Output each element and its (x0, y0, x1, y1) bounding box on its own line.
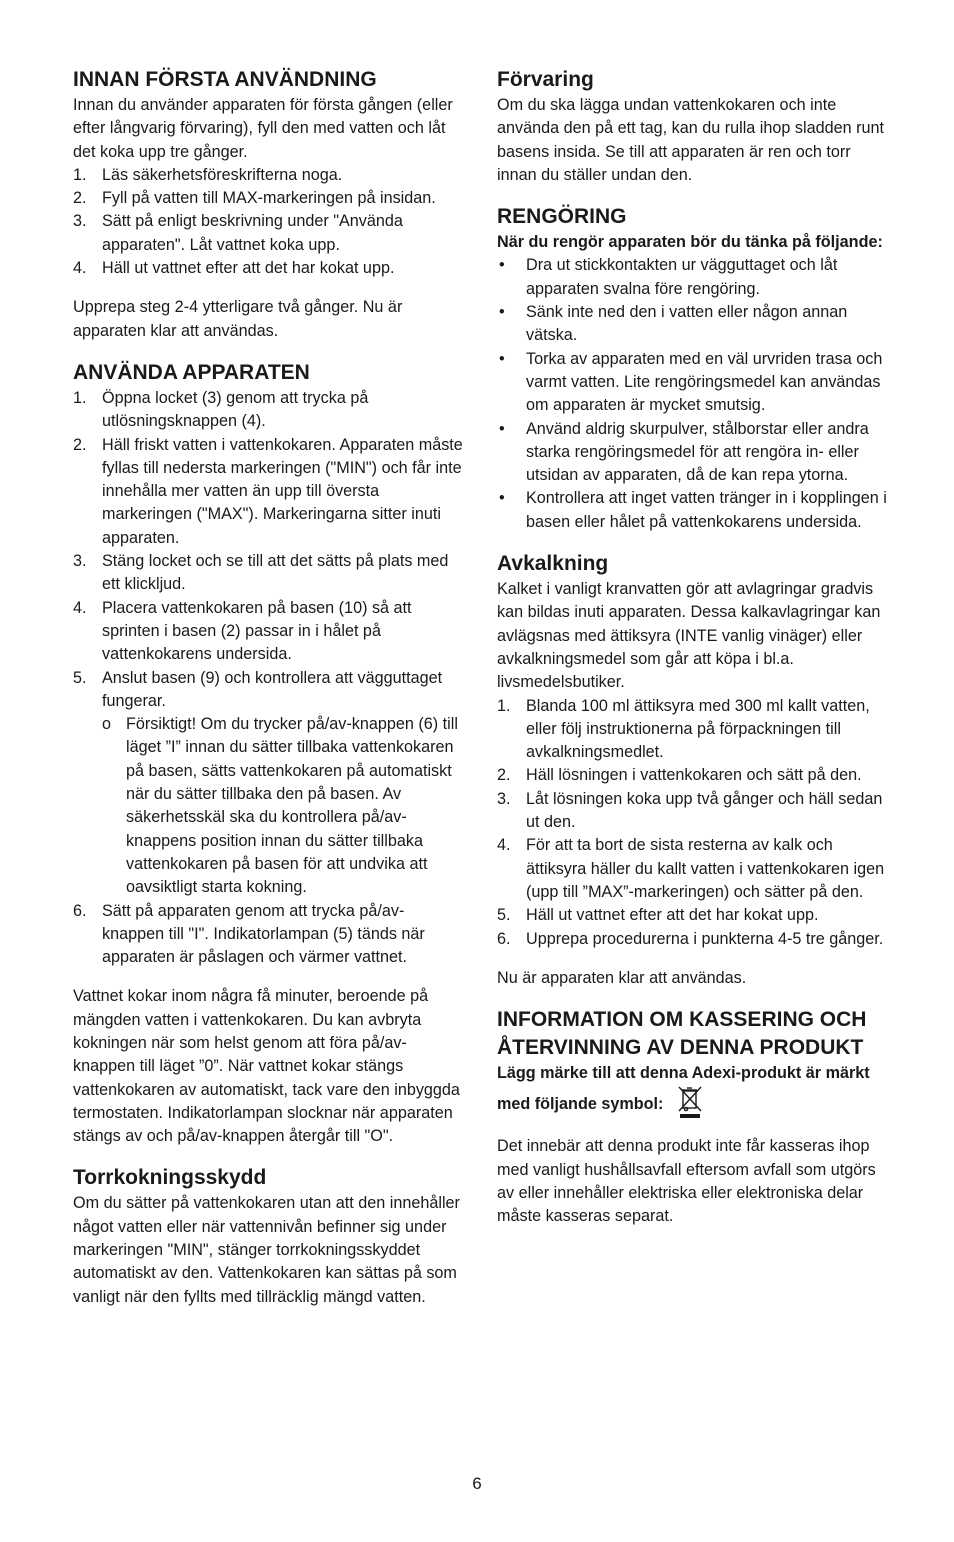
section-using (73, 359, 465, 1149)
lead-paragraph: När du rengör apparaten bör du tänka på följande: (497, 233, 883, 252)
list-item: 4. Placera vattenkokaren på basen (10) så att sprinten i basen (2) passar in i hålet på vattenkokarens undersida. (73, 598, 412, 664)
numbered-list (73, 164, 465, 280)
section-title: Förvaring (497, 68, 594, 91)
section-descaling (497, 550, 889, 990)
page-number: 6 (472, 1474, 482, 1493)
list-item: 1. Läs säkerhetsföreskrifterna noga. (73, 165, 343, 184)
list-item: • Använd aldrig skurpulver, stålborstar eller andra starka rengöringsmedel för att rengöra in- eller utsidan av apparaten, då de kan repa ytorna. (499, 419, 869, 485)
section-storage (497, 66, 889, 187)
section-dry-boil (73, 1164, 465, 1308)
list-item: 4. För att ta bort de sista resterna av kalk och ättiksyra häller du kallt vatten i vattenkokaren igen (upp till ”MAX”-markeringen) och sätter på den. (497, 836, 885, 901)
section-title: Torrkokningsskydd (73, 1166, 267, 1190)
numbered-list (497, 695, 889, 951)
section-cleaning (497, 203, 889, 534)
left-column (73, 66, 465, 1309)
paragraph: Innan du använder apparaten för första gången (eller efter långvarig förvaring), fyll den med vatten och låt det koka upp tre gånger. (73, 96, 453, 161)
list-item: 1. Blanda 100 ml ättiksyra med 300 ml kallt vatten, eller följ instruktionerna på förpackningen till avkalkningsmedlet. (497, 696, 870, 762)
paragraph: Upprepa steg 2-4 ytterligare två gånger. Nu är apparaten klar att användas. (73, 298, 403, 340)
list-item: 3. Sätt på enligt beskrivning under "Använda apparaten". Låt vattnet koka upp. (73, 212, 403, 254)
list-item: • Sänk inte ned den i vatten eller någon annan vätska. (499, 303, 848, 345)
paragraph: Om du sätter på vattenkokaren utan att den innehåller något vatten eller när vattennivån befinner sig under markeringen "MIN", stänger torrkokningsskyddet automatiskt av den. Vattenkokaren kan sättas på som vanligt när den fyllts med tillräcklig mängd vatten. (73, 1194, 460, 1306)
paragraph: Vattnet kokar inom några få minuter, beroende på mängden vatten i vattenkokaren. Du kan avbryta kokningen när som helst genom att föra på/av-knappen till läget ”0”. När vattnet kokar stängs vattenkokaren av automatiskt, tack vare den inbyggda termostaten. Indikatorlampan slocknar när apparaten stängs av och på/av-knappen återgår till "O". (73, 987, 460, 1146)
list-item: 2. Fyll på vatten till MAX-markeringen på insidan. (73, 189, 436, 208)
section-title: INNAN FÖRSTA ANVÄNDNING (73, 68, 377, 91)
list-item: • Torka av apparaten med en väl urvriden trasa och varmt vatten. Lite rengöringsmedel kan användas om apparaten är mycket smutsig. (499, 349, 883, 415)
list-item: • Dra ut stickkontakten ur vägguttaget och låt apparaten svalna före rengöring. (499, 256, 838, 298)
list-item: 5. Häll ut vattnet efter att det har kokat upp. (497, 906, 819, 925)
section-title: ANVÄNDA APPARATEN (73, 360, 310, 384)
lead-paragraph: Lägg märke till att denna Adexi-produkt är märkt med följande symbol: (497, 1062, 889, 1119)
section-disposal (497, 1006, 889, 1228)
bullet-list (497, 254, 889, 534)
list-item: 3. Låt lösningen koka upp två gånger och häll sedan ut den. (497, 789, 883, 832)
list-item: 4. Häll ut vattnet efter att det har kokat upp. (73, 259, 395, 278)
list-item: 3. Stäng locket och se till att det sätts på plats med ett klickljud. (73, 552, 449, 594)
numbered-list (73, 387, 465, 969)
section-title: RENGÖRING (497, 205, 627, 229)
section-title: INFORMATION OM KASSERING OCH ÅTERVINNING AV DENNA PRODUKT (497, 1008, 867, 1060)
paragraph: Det innebär att denna produkt inte får kasseras ihop med vanligt hushållsavfall eftersom avfall som utgörs av eller innehåller elektriska eller elektroniska delar måste kasseras separat. (497, 1137, 876, 1226)
list-item: 2. Häll friskt vatten i vattenkokaren. Apparaten måste fyllas till nedersta markeringen ("MIN") och får inte innehålla mer vatten än upp till översta markeringen ("MAX"). Markeringarna sitter inuti apparaten. (73, 435, 463, 547)
paragraph: Om du ska lägga undan vattenkokaren och inte använda den på ett tag, kan du rulla ihop sladden runt basens insida. Se till att apparaten är ren och torr innan du ställer undan den. (497, 96, 884, 184)
crossed-out-wheelie-bin-icon (677, 1085, 703, 1119)
list-item: 2. Häll lösningen i vattenkokaren och sätt på den. (497, 766, 862, 785)
list-item: • Kontrollera att inget vatten tränger in i kopplingen i basen eller hålet på vattenkokarens undersida. (499, 489, 887, 531)
paragraph: Kalket i vanligt kranvatten gör att avlagringar gradvis kan bildas inuti apparaten. Dessa kalkavlagringar kan avlägsnas med ättiksyra (INTE vanlig vinäger) eller avkalkningsmedel som går att köpa i bl.a. livsmedelsbutiker. (497, 580, 881, 692)
right-column (497, 66, 889, 1229)
section-first-use (73, 66, 465, 343)
sub-list-item: o Försiktigt! Om du trycker på/av-knappen (6) till läget ”I” innan du sätter tillbaka vattenkokaren på basen, sätts vattenkokaren på automatiskt när du sätter tillbaka den på basen. Av säkerhetsskäl ska du kontrollera på/av-knappens position innan du sätter tillbaka vattenkokaren på basen för att undvika att oavsiktligt starta kokning. (102, 715, 458, 897)
list-item: 6. Upprepa procedurerna i punkterna 4-5 tre gånger. (497, 929, 884, 948)
paragraph: Nu är apparaten klar att användas. (497, 968, 747, 987)
list-item: 5. Anslut basen (9) och kontrollera att vägguttaget fungerar. o Försiktigt! Om du trycker på/av-knappen (6) till läget ”I” innan du sätter tillbaka vattenkokaren på basen, sätts vattenkokaren på automatiskt när du sätter tillbaka den på basen. Av säkerhetsskäl ska du kontrollera på/av-knappens position innan du sätter tillbaka vattenkokaren på basen för att undvika att oavsiktligt starta kokning. (73, 667, 465, 900)
list-item: 6. Sätt på apparaten genom att trycka på/av-knappen till "I". Indikatorlampan (5) tänds när apparaten är påslagen och värmer vattnet. (73, 901, 425, 967)
list-item: 1. Öppna locket (3) genom att trycka på utlösningsknappen (4). (73, 388, 369, 431)
section-title: Avkalkning (497, 552, 609, 576)
